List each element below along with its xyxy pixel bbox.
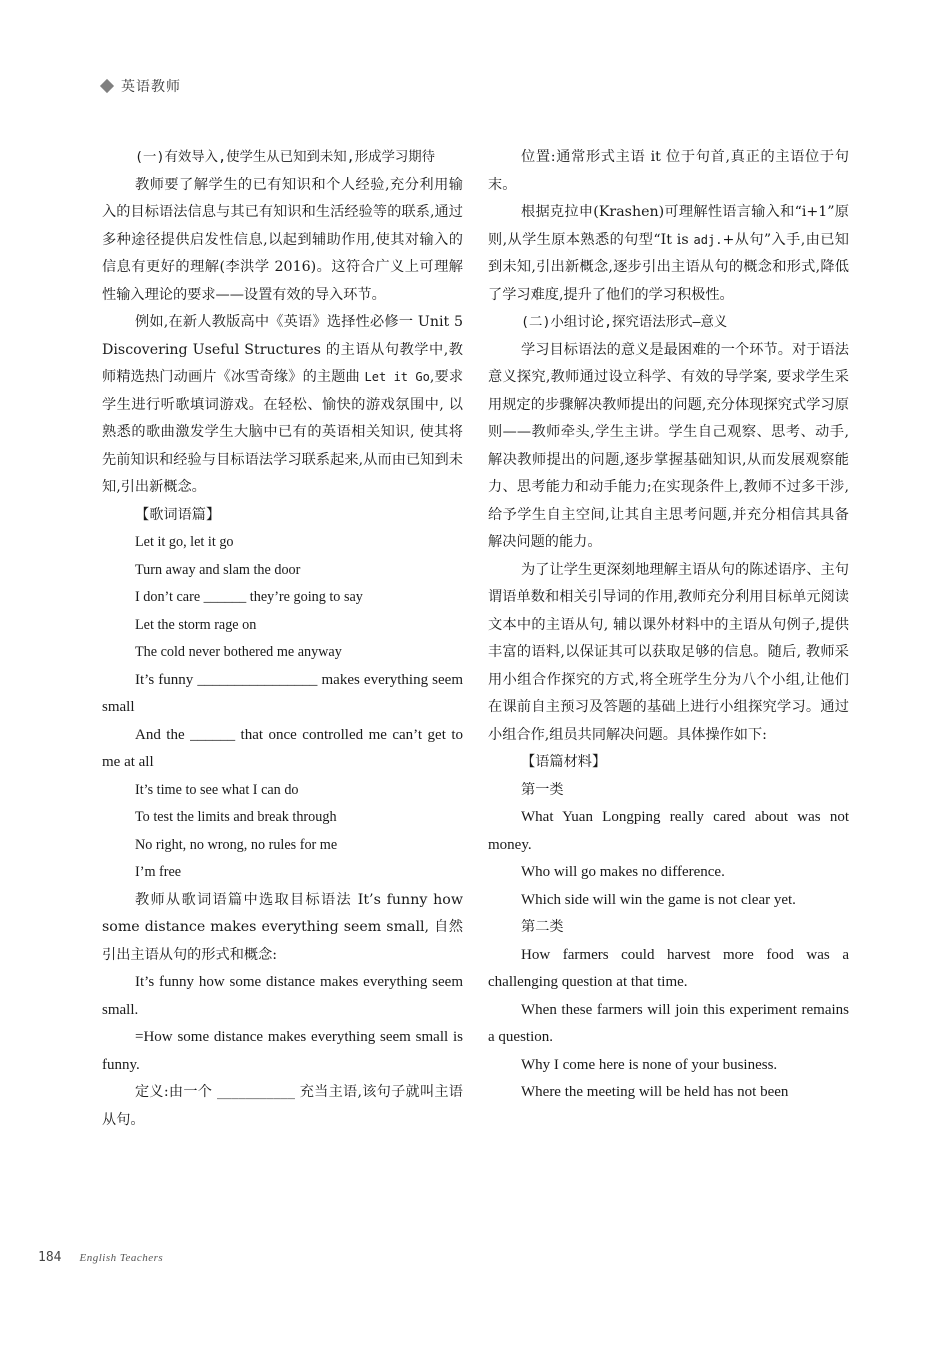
- paragraph: 学习目标语法的意义是最困难的一个环节。对于语法意义探究,教师通过设立科学、有效的导学案, 要求学生采用规定的步骤解决教师提出的问题,充分体现探究式学习原则——教师牵头,学生主讲。学生自己观察、思考、动手,解决教师提出的问题,逐步掌握基础知识,从而发展观察能力、思考能力和动手能力;在实现条件上,教师不过多干涉,给予学生自主空间,让其自主思考问题,并充分相信其具备解决问题的能力。: [488, 341, 849, 550]
- lyric-line: I’m free: [135, 864, 182, 880]
- journal-section-title: 英语教师: [121, 79, 181, 95]
- example-sentence: Who will go makes no difference.: [521, 864, 725, 880]
- example-sentence: Where the meeting will be held has not been: [521, 1084, 789, 1100]
- lyric-line: Let the storm rage on: [135, 616, 257, 633]
- lyric-line: The cold never bothered me anyway: [135, 644, 342, 660]
- example-sentence: It’s funny how some distance makes everything seem small.: [102, 974, 463, 1018]
- lyrics-title: 【歌词语篇】: [135, 506, 221, 523]
- song-title: Let it Go: [364, 370, 430, 384]
- journal-name: English Teachers: [79, 1252, 164, 1264]
- example-sentence: When these farmers will join this experiment remains a question.: [488, 1001, 849, 1045]
- lyric-line: Turn away and slam the door: [135, 561, 301, 578]
- lyric-line: No right, no wrong, no rules for me: [135, 836, 338, 853]
- text-run: 例如,在新人教版高中《英语》选择性必修一 Unit 5 Discovering Useful Structures 的主语从句教学中,教师精选热门动画片《冰雪奇缘》的主题曲: [102, 314, 463, 385]
- paragraph: 教师从歌词语篇中选取目标语法 It’s funny how some distance makes everything seem small, 自然引出主语从句的形式和概念:: [102, 891, 463, 963]
- category-label: 第一类: [521, 781, 564, 798]
- lyric-line: It’s funny ________________ makes everything seem small: [102, 671, 463, 715]
- example-sentence: How farmers could harvest more food was a challenging question at that time.: [488, 946, 849, 990]
- running-header: [102, 76, 181, 96]
- right-column: [488, 144, 849, 1107]
- diamond-icon: [100, 79, 114, 93]
- materials-title: 【语篇材料】: [521, 754, 607, 770]
- text-run: 根据克拉申(Krashen)可理解性语言输入和“i+1”原则,从学生原本熟悉的句型“It is: [488, 204, 849, 248]
- paragraph: [488, 199, 849, 309]
- example-sentence: Why I come here is none of your business.: [521, 1056, 778, 1073]
- page-number: 184: [38, 1250, 62, 1265]
- definition: 定义:由一个 ___________ 充当主语,该句子就叫主语从句。: [102, 1084, 463, 1128]
- example-sentence: What Yuan Longping really cared about was not money.: [488, 809, 849, 853]
- lyric-line: It’s time to see what I can do: [135, 781, 299, 798]
- example-sentence: =How some distance makes everything seem small is funny.: [102, 1029, 463, 1073]
- section-heading-1: (一)有效导入,使学生从已知到未知,形成学习期待: [135, 150, 436, 165]
- section-heading-2: (二)小组讨论,探究语法形式—意义: [521, 315, 728, 330]
- lyric-line: To test the limits and break through: [135, 809, 337, 825]
- adj-abbrev: adj.: [693, 232, 723, 247]
- lyric-line: I don’t care ______ they’re going to say: [135, 589, 363, 605]
- paragraph: [102, 309, 463, 502]
- example-sentence: Which side will win the game is not clear yet.: [521, 891, 796, 908]
- text-run: ,要求学生进行听歌填词游戏。在轻松、愉快的游戏氛围中, 以熟悉的歌曲激发学生大脑中已有的英语相关知识, 使其将先前知识和经验与目标语法学习联系起来,从而由已知到未知,引出新概念。: [102, 369, 464, 495]
- lyric-line: Let it go, let it go: [135, 534, 234, 550]
- paragraph: 位置:通常形式主语 it 位于句首,真正的主语位于句末。: [488, 149, 849, 193]
- text-run: +从句”入手,由已知到未知,引出新概念,逐步引出主语从句的概念和形式,降低了学习难度,提升了他们的学习积极性。: [488, 231, 849, 303]
- category-label: 第二类: [521, 919, 564, 935]
- left-column: [102, 144, 463, 1134]
- lyric-line: And the ______ that once controlled me can’t get to me at all: [102, 726, 463, 770]
- page-footer: [38, 1250, 163, 1265]
- paragraph: 为了让学生更深刻地理解主语从句的陈述语序、主句谓语单数和相关引导词的作用,教师充分利用目标单元阅读文本中的主语从句, 辅以课外材料中的主语从句例子,提供丰富的语料,以保证其可以获取足够的信息。随后, 教师采用小组合作探究的方式,将全班学生分为八个小组,让他们在课前自主预习及答题的基础上进行小组探究学习。通过小组合作,组员共同解决问题。具体操作如下:: [488, 561, 849, 743]
- paragraph: 教师要了解学生的已有知识和个人经验,充分利用输入的目标语法信息与其已有知识和生活经验等的联系,通过多种途径提供启发性信息,以起到辅助作用,使其对输入的信息有更好的理解(李洪学 2016)。这符合广义上可理解性输入理论的要求——设置有效的导入环节。: [102, 176, 463, 303]
